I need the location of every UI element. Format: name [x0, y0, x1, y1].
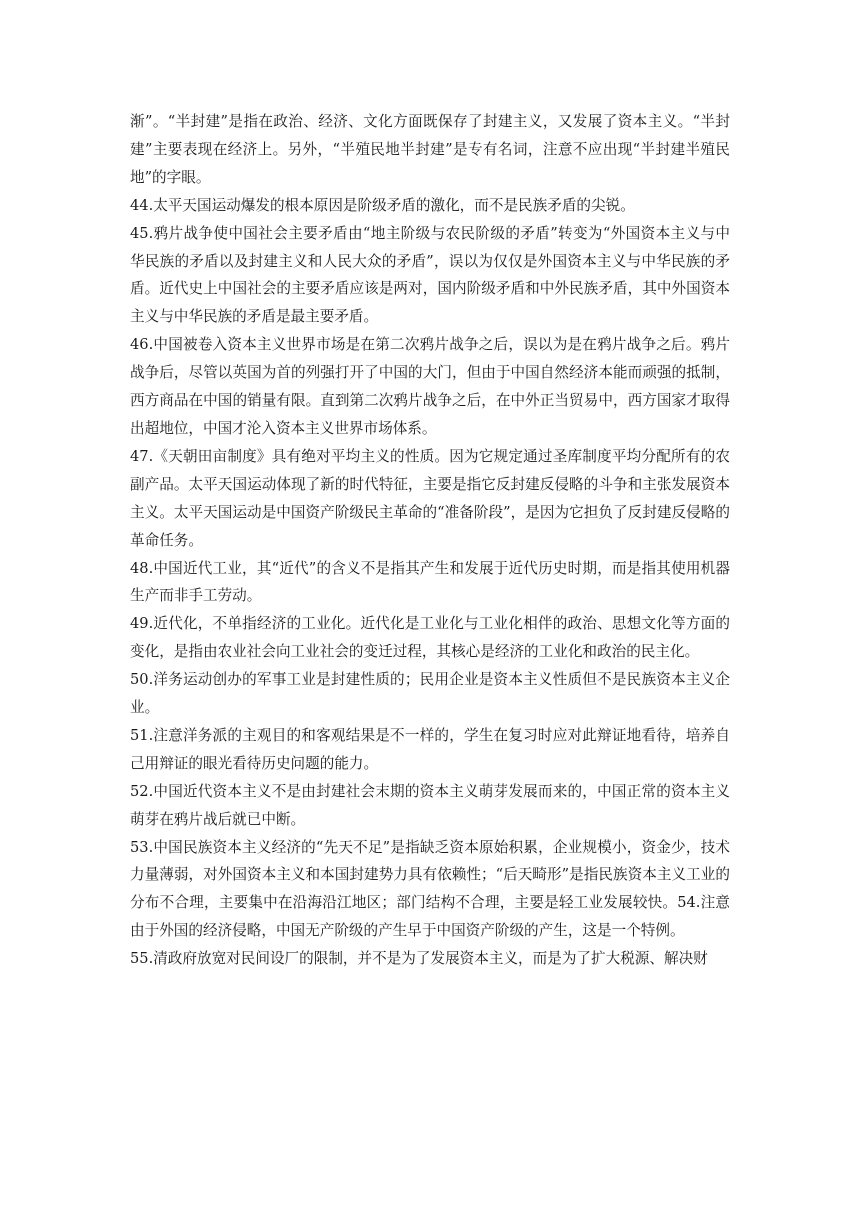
paragraph-52: 52.中国近代资本主义不是由封建社会末期的资本主义萌芽发展而来的，中国正常的资本主义萌芽在鸦片战后就已中断。	[130, 782, 730, 828]
paragraph-47: 47.《天朝田亩制度》具有绝对平均主义的性质。因为它规定通过圣库制度平均分配所有的农副产品。太平天国运动体现了新的时代特征，主要是指它反封建反侵略的斗争和主张发展资本主义。太平天国运动是中国资产阶级民主革命的“准备阶段”，是因为它担负了反封建反侵略的革命任务。	[130, 447, 730, 549]
paragraph-51: 51.注意洋务派的主观目的和客观结果是不一样的，学生在复习时应对此辩证地看待，培养自己用辩证的眼光看待历史问题的能力。	[130, 726, 730, 772]
paragraph-continuation: 渐”。“半封建”是指在政治、经济、文化方面既保存了封建主义，又发展了资本主义。“半封建”主要表现在经济上。另外，“半殖民地半封建”是专有名词，注意不应出现“半封建半殖民地”的字眼。	[130, 113, 730, 186]
paragraph-53-54: 53.中国民族资本主义经济的“先天不足”是指缺乏资本原始积累，企业规模小，资金少，技术力量薄弱，对外国资本主义和本国封建势力具有依赖性；“后天畸形”是指民族资本主义工业的分布不合理，主要集中在沿海沿江地区；部门结构不合理，主要是轻工业发展较快。54.注意由于外国的经济侵略，中国无产阶级的产生早于中国资产阶级的产生，这是一个特例。	[130, 838, 730, 940]
paragraph-49: 49.近代化，不单指经济的工业化。近代化是工业化与工业化相伴的政治、思想文化等方面的变化，是指由农业社会向工业社会的变迁过程，其核心是经济的工业化和政治的民主化。	[130, 615, 730, 661]
paragraph-55: 55.清政府放宽对民间设厂的限制，并不是为了发展资本主义，而是为了扩大税源、解决财	[130, 950, 708, 968]
paragraph-48: 48.中国近代工业，其“近代”的含义不是指其产生和发展于近代历史时期，而是指其使用机器生产而非手工劳动。	[130, 559, 730, 605]
paragraph-50: 50.洋务运动创办的军事工业是封建性质的；民用企业是资本主义性质但不是民族资本主义企业。	[130, 671, 730, 717]
paragraph-46: 46.中国被卷入资本主义世界市场是在第二次鸦片战争之后，误以为是在鸦片战争之后。鸦片战争后，尽管以英国为首的列强打开了中国的大门，但由于中国自然经济本能而顽强的抵制，西方商品在中国的销量有限。直到第二次鸦片战争之后，在中外正当贸易中，西方国家才取得出超地位，中国才沦入资本主义世界市场体系。	[130, 336, 730, 437]
paragraph-44: 44.太平天国运动爆发的根本原因是阶级矛盾的激化，而不是民族矛盾的尖锐。	[130, 196, 635, 214]
document-page	[130, 108, 730, 973]
paragraph-45: 45.鸦片战争使中国社会主要矛盾由“地主阶级与农民阶级的矛盾”转变为“外国资本主义与中华民族的矛盾以及封建主义和人民大众的矛盾”，误以为仅仅是外国资本主义与中华民族的矛盾。近代史上中国社会的主要矛盾应该是两对，国内阶级矛盾和中外民族矛盾，其中外国资本主义与中华民族的矛盾是最主要矛盾。	[130, 224, 730, 326]
